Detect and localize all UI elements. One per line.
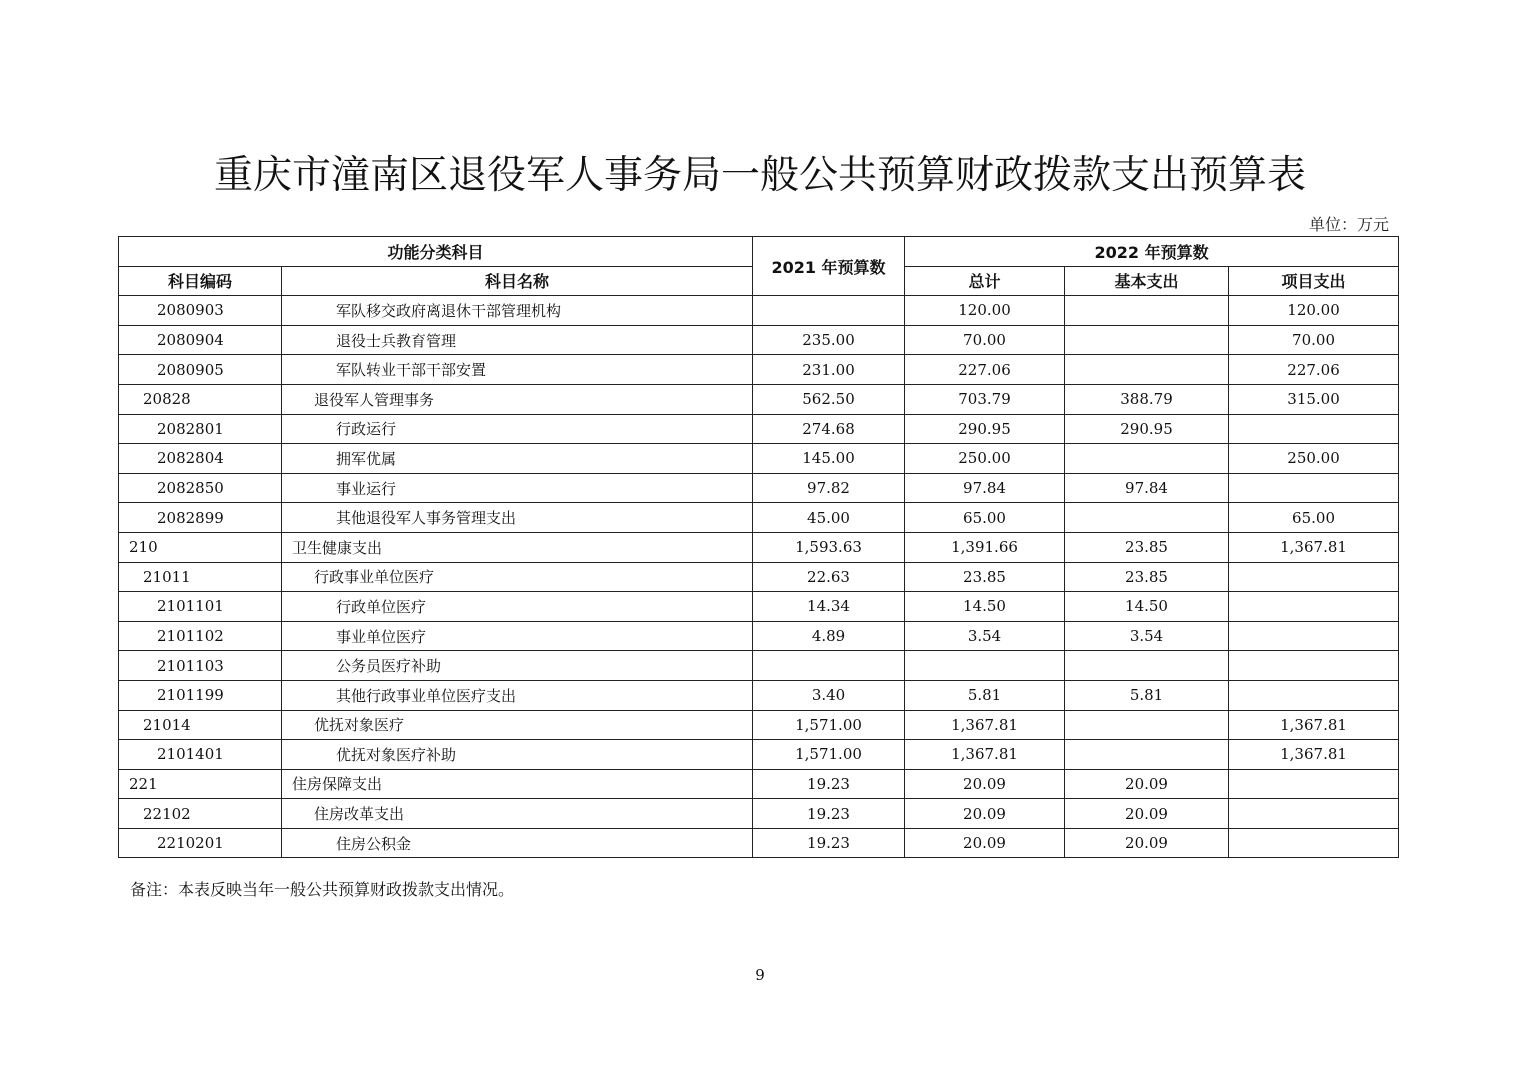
cell-budget-2021: 562.50 xyxy=(753,384,905,414)
table-row xyxy=(119,740,1399,770)
cell-name: 事业运行 xyxy=(282,473,753,503)
header-budget-2021: 2021 年预算数 xyxy=(753,237,905,296)
cell-name: 行政事业单位医疗 xyxy=(282,562,753,592)
cell-total: 250.00 xyxy=(905,444,1065,474)
cell-code: 2082801 xyxy=(119,414,282,444)
cell-code: 2210201 xyxy=(119,828,282,858)
cell-name: 其他行政事业单位医疗支出 xyxy=(282,680,753,710)
table-row xyxy=(119,414,1399,444)
cell-basic xyxy=(1065,355,1229,385)
cell-basic: 5.81 xyxy=(1065,680,1229,710)
cell-project xyxy=(1229,769,1399,799)
cell-budget-2021: 4.89 xyxy=(753,621,905,651)
table-row xyxy=(119,828,1399,858)
cell-budget-2021: 22.63 xyxy=(753,562,905,592)
cell-name: 公务员医疗补助 xyxy=(282,651,753,681)
header-func-category: 功能分类科目 xyxy=(119,237,753,267)
cell-budget-2021: 19.23 xyxy=(753,799,905,829)
cell-total xyxy=(905,651,1065,681)
cell-budget-2021: 3.40 xyxy=(753,680,905,710)
cell-basic: 20.09 xyxy=(1065,769,1229,799)
cell-project: 250.00 xyxy=(1229,444,1399,474)
cell-project: 1,367.81 xyxy=(1229,740,1399,770)
cell-project xyxy=(1229,799,1399,829)
cell-name: 卫生健康支出 xyxy=(282,532,753,562)
cell-total: 290.95 xyxy=(905,414,1065,444)
cell-code: 2082850 xyxy=(119,473,282,503)
cell-project xyxy=(1229,680,1399,710)
cell-code: 2101199 xyxy=(119,680,282,710)
cell-project xyxy=(1229,414,1399,444)
budget-table xyxy=(118,236,1399,858)
unit-label: 单位：万元 xyxy=(1308,215,1389,234)
cell-total: 20.09 xyxy=(905,799,1065,829)
cell-basic: 23.85 xyxy=(1065,532,1229,562)
table-row xyxy=(119,651,1399,681)
table-row xyxy=(119,769,1399,799)
table-row xyxy=(119,503,1399,533)
cell-budget-2021: 97.82 xyxy=(753,473,905,503)
cell-budget-2021: 45.00 xyxy=(753,503,905,533)
cell-project: 1,367.81 xyxy=(1229,532,1399,562)
cell-basic: 20.09 xyxy=(1065,799,1229,829)
cell-total: 70.00 xyxy=(905,325,1065,355)
cell-project: 65.00 xyxy=(1229,503,1399,533)
cell-basic: 388.79 xyxy=(1065,384,1229,414)
cell-basic xyxy=(1065,503,1229,533)
cell-budget-2021: 1,571.00 xyxy=(753,740,905,770)
cell-budget-2021: 235.00 xyxy=(753,325,905,355)
cell-code: 2080904 xyxy=(119,325,282,355)
cell-name: 优抚对象医疗 xyxy=(282,710,753,740)
cell-budget-2021: 145.00 xyxy=(753,444,905,474)
cell-basic xyxy=(1065,296,1229,326)
cell-total: 3.54 xyxy=(905,621,1065,651)
cell-total: 120.00 xyxy=(905,296,1065,326)
table-row xyxy=(119,562,1399,592)
cell-basic: 23.85 xyxy=(1065,562,1229,592)
table-row xyxy=(119,325,1399,355)
cell-name: 住房保障支出 xyxy=(282,769,753,799)
table-header-row xyxy=(119,237,1399,267)
cell-code: 2101101 xyxy=(119,592,282,622)
cell-project xyxy=(1229,621,1399,651)
table-row xyxy=(119,384,1399,414)
cell-name: 行政单位医疗 xyxy=(282,592,753,622)
cell-budget-2021: 274.68 xyxy=(753,414,905,444)
table-row xyxy=(119,710,1399,740)
header-budget-2022: 2022 年预算数 xyxy=(905,237,1399,267)
cell-project xyxy=(1229,651,1399,681)
table-row xyxy=(119,621,1399,651)
cell-project: 70.00 xyxy=(1229,325,1399,355)
cell-total: 20.09 xyxy=(905,828,1065,858)
cell-name: 其他退役军人事务管理支出 xyxy=(282,503,753,533)
cell-code: 2082899 xyxy=(119,503,282,533)
cell-code: 2101102 xyxy=(119,621,282,651)
table-row xyxy=(119,444,1399,474)
cell-name: 事业单位医疗 xyxy=(282,621,753,651)
cell-basic: 3.54 xyxy=(1065,621,1229,651)
cell-name: 优抚对象医疗补助 xyxy=(282,740,753,770)
cell-total: 20.09 xyxy=(905,769,1065,799)
cell-name: 退役士兵教育管理 xyxy=(282,325,753,355)
cell-total: 5.81 xyxy=(905,680,1065,710)
cell-budget-2021: 14.34 xyxy=(753,592,905,622)
header-project: 项目支出 xyxy=(1229,266,1399,296)
table-row xyxy=(119,532,1399,562)
table-row xyxy=(119,680,1399,710)
cell-project: 227.06 xyxy=(1229,355,1399,385)
cell-name: 退役军人管理事务 xyxy=(282,384,753,414)
cell-code: 21011 xyxy=(119,562,282,592)
cell-code: 2101103 xyxy=(119,651,282,681)
cell-total: 1,367.81 xyxy=(905,740,1065,770)
cell-basic: 290.95 xyxy=(1065,414,1229,444)
cell-code: 20828 xyxy=(119,384,282,414)
cell-code: 2080903 xyxy=(119,296,282,326)
cell-budget-2021 xyxy=(753,296,905,326)
cell-budget-2021: 231.00 xyxy=(753,355,905,385)
cell-project xyxy=(1229,562,1399,592)
header-basic: 基本支出 xyxy=(1065,266,1229,296)
cell-total: 14.50 xyxy=(905,592,1065,622)
cell-name: 军队转业干部干部安置 xyxy=(282,355,753,385)
page-number: 9 xyxy=(755,966,765,984)
cell-budget-2021: 1,571.00 xyxy=(753,710,905,740)
page-title: 重庆市潼南区退役军人事务局一般公共预算财政拨款支出预算表 xyxy=(213,153,1306,198)
cell-budget-2021: 1,593.63 xyxy=(753,532,905,562)
table-body xyxy=(119,296,1399,858)
cell-project: 1,367.81 xyxy=(1229,710,1399,740)
cell-basic: 20.09 xyxy=(1065,828,1229,858)
cell-project: 120.00 xyxy=(1229,296,1399,326)
cell-project: 315.00 xyxy=(1229,384,1399,414)
cell-total: 65.00 xyxy=(905,503,1065,533)
table-row xyxy=(119,355,1399,385)
footnote: 备注：本表反映当年一般公共预算财政拨款支出情况。 xyxy=(130,880,515,899)
cell-code: 22102 xyxy=(119,799,282,829)
cell-total: 703.79 xyxy=(905,384,1065,414)
cell-project xyxy=(1229,473,1399,503)
header-code: 科目编码 xyxy=(119,266,282,296)
cell-code: 21014 xyxy=(119,710,282,740)
cell-code: 210 xyxy=(119,532,282,562)
cell-total: 97.84 xyxy=(905,473,1065,503)
cell-budget-2021: 19.23 xyxy=(753,769,905,799)
cell-budget-2021 xyxy=(753,651,905,681)
table-row xyxy=(119,592,1399,622)
cell-name: 住房改革支出 xyxy=(282,799,753,829)
table-row xyxy=(119,799,1399,829)
cell-total: 1,391.66 xyxy=(905,532,1065,562)
cell-code: 2080905 xyxy=(119,355,282,385)
cell-basic xyxy=(1065,710,1229,740)
cell-name: 住房公积金 xyxy=(282,828,753,858)
cell-name: 拥军优属 xyxy=(282,444,753,474)
table-row xyxy=(119,473,1399,503)
cell-name: 行政运行 xyxy=(282,414,753,444)
cell-project xyxy=(1229,828,1399,858)
cell-basic xyxy=(1065,740,1229,770)
cell-name: 军队移交政府离退休干部管理机构 xyxy=(282,296,753,326)
cell-basic xyxy=(1065,444,1229,474)
cell-code: 221 xyxy=(119,769,282,799)
cell-basic xyxy=(1065,651,1229,681)
cell-budget-2021: 19.23 xyxy=(753,828,905,858)
cell-code: 2082804 xyxy=(119,444,282,474)
cell-total: 227.06 xyxy=(905,355,1065,385)
cell-basic: 14.50 xyxy=(1065,592,1229,622)
cell-total: 23.85 xyxy=(905,562,1065,592)
header-total: 总计 xyxy=(905,266,1065,296)
cell-total: 1,367.81 xyxy=(905,710,1065,740)
cell-basic xyxy=(1065,325,1229,355)
cell-basic: 97.84 xyxy=(1065,473,1229,503)
cell-code: 2101401 xyxy=(119,740,282,770)
table-row xyxy=(119,296,1399,326)
cell-project xyxy=(1229,592,1399,622)
header-name: 科目名称 xyxy=(282,266,753,296)
